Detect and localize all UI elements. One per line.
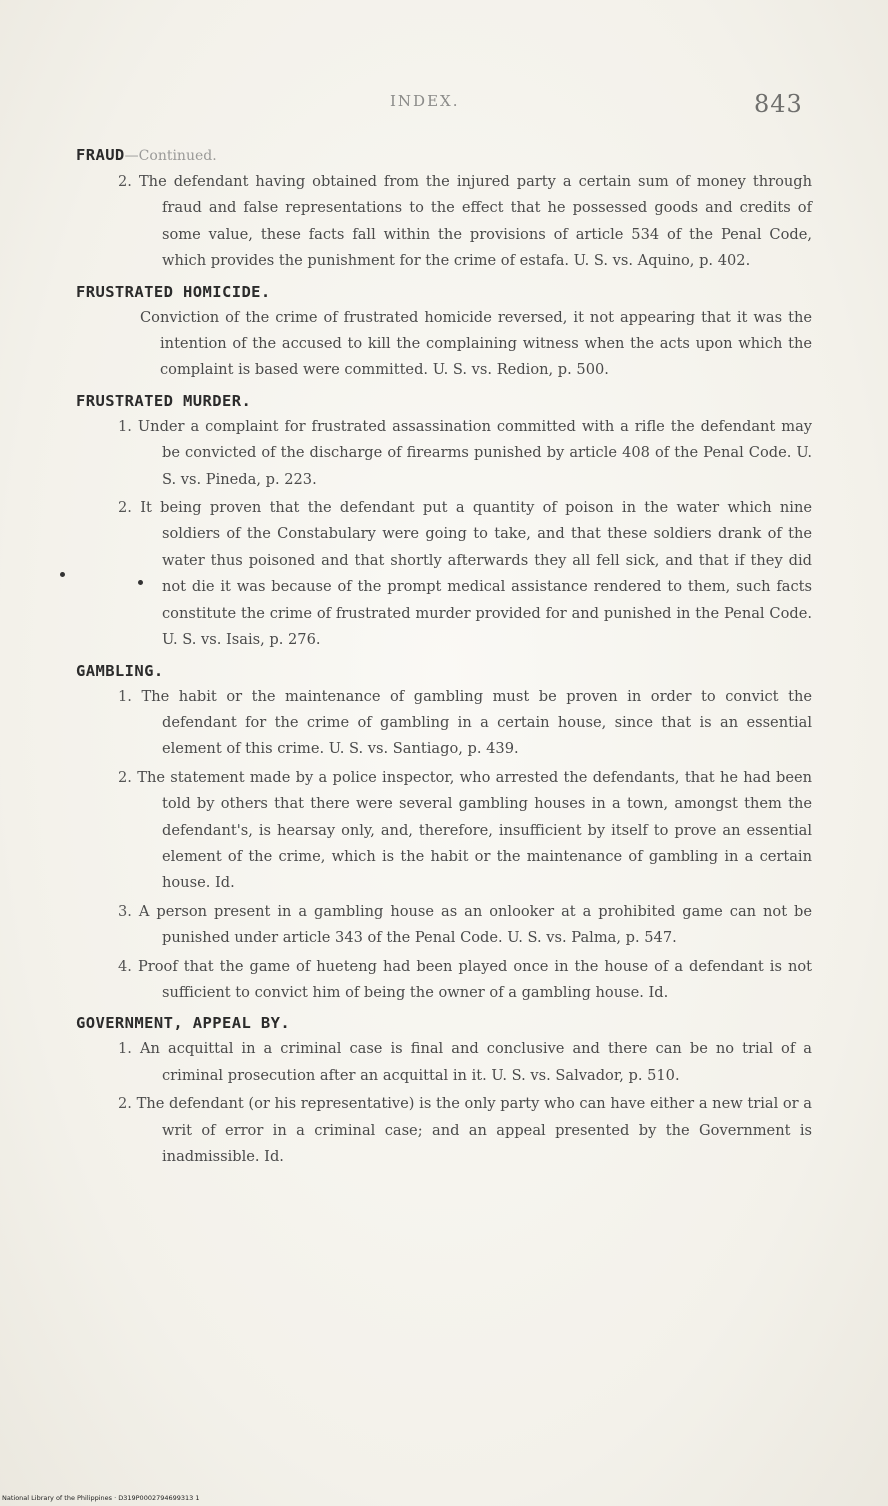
running-head — [0, 90, 888, 120]
index-entry-fraud — [76, 142, 812, 275]
list-item: 2. The statement made by a police inspector, who arrested the defendants, that he had been told by others that there were several gambling houses in a town, amongst them the defendant's, is hearsay only, and, therefore, insufficient by itself to prove an essential element of the crime, which is the habit or the maintenance of gambling in a certain house. Id. — [118, 768, 812, 892]
list-item: 1. Under a complaint for frustrated assassination committed with a rifle the defendant may be convicted of the discharge of firearms punished by article 408 of the Penal Code. U. S. vs. Pineda, p. 223. — [118, 417, 813, 488]
list-item: 1. The habit or the maintenance of gambling must be proven in order to convict the defendant for the crime of gambling in a certain house, since that is an essential element of this crime. U. S. vs. Santiago, p. 439. — [118, 687, 812, 758]
index-entry-gambling — [76, 658, 812, 1007]
list-item: 3. A person present in a gambling house as an onlooker at a prohibited game can not be punished under article 343 of the Penal Code. U. S. vs. Palma, p. 547. — [118, 902, 813, 947]
continued-label: —Continued. — [124, 148, 217, 164]
list-item: 1. An acquittal in a criminal case is final and conclusive and there can be no trial of a criminal prosecution after an acquittal in it. U. S. vs. Salvador, p. 510. — [118, 1040, 812, 1084]
scan-footer: National Library of the Philippines · D319P0002794699313 1 — [2, 1494, 200, 1502]
index-entry-government-appeal — [76, 1010, 812, 1170]
index-entry-frustrated-murder — [76, 388, 812, 654]
list-item: 2. The defendant (or his representative) is the only party who can have either a new trial or a writ of error in a criminal case; and an appeal presented by the Government is inadmissible. Id. — [118, 1095, 813, 1165]
list-item: 4. Proof that the game of hueteng had been played once in the house of a defendant is not sufficient to convict him of being the owner of a gambling house. Id. — [118, 957, 813, 1001]
entry-heading: FRAUD—Continued. — [76, 146, 217, 164]
index-entry-frustrated-homicide — [76, 279, 812, 384]
ink-spot — [138, 580, 143, 585]
list-item: 2. The defendant having obtained from the injured party a certain sum of money through fraud and false representations to the effect that he possessed goods and credits of some value, these facts fall within the provisions of article 534 of the Penal Code, which provides the punishment for the crime of estafa. U. S. vs. Aquino, p. 402. — [118, 173, 812, 270]
entry-heading: GAMBLING. — [76, 661, 164, 680]
entry-heading: GOVERNMENT, APPEAL BY. — [76, 1014, 291, 1033]
page-number: 843 — [754, 90, 803, 118]
list-item: 2. It being proven that the defendant put a quantity of poison in the water which nine soldiers of the Constabulary were going to take, and that these soldiers drank of the water thus poisoned and that shortly afterwards they all fell sick, and that if they did not die it was because of the prompt medical assistance rendered to them, such facts constitute the crime of frustrated murder provided for and punished in the Penal Code. U. S. vs. Isais, p. 276. — [118, 499, 813, 649]
entry-heading: FRUSTRATED MURDER. — [76, 391, 252, 410]
list-item: Conviction of the crime of frustrated homicide reversed, it not appearing that it was the intention of the accused to kill the complaining witness when the acts upon which the complaint is based were committed. U. S. vs. Redion, p. 500. — [140, 308, 812, 379]
entry-heading: FRUSTRATED HOMICIDE. — [76, 282, 271, 301]
index-content — [76, 138, 812, 1172]
ink-spot — [60, 572, 65, 577]
running-title: INDEX. — [390, 92, 460, 110]
